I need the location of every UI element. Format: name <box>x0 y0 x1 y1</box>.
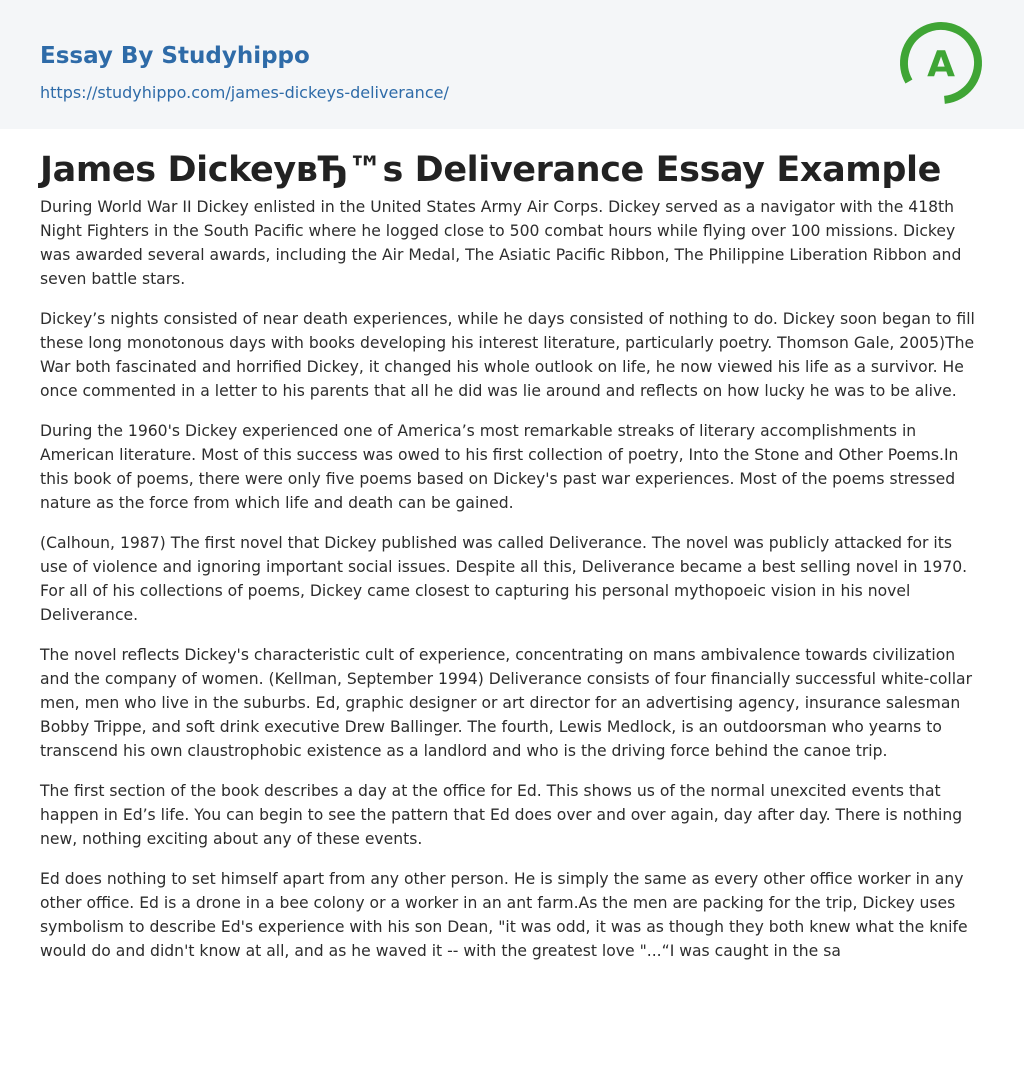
logo-letter: A <box>927 44 955 85</box>
article <box>0 147 1024 963</box>
essay-paragraph: The first section of the book describes a day at the office for Ed. This shows us of the normal unexcited events that happen in Ed’s life. You can begin to see the pattern that Ed does over and over again, day after day. There is nothing new, nothing exciting about any of these events. <box>40 782 963 848</box>
essay-paragraph: The novel reflects Dickey's characteristic cult of experience, concentrating on mans ambivalence towards civilization and the company of women. (Kellman, September 1994) Deliverance consists of four financially successful white-collar men, men who live in the suburbs. Ed, graphic designer or art director for an advertising agency, insurance salesman Bobby Trippe, and soft drink executive Drew Ballinger. The fourth, Lewis Medlock, is an outdoorsman who yearns to transcend his own claustrophobic existence as a landlord and who is the driving force behind the canoe trip. <box>40 646 973 760</box>
essay-paragraph: During the 1960's Dickey experienced one of America’s most remarkable streaks of literary accomplishments in American literature. Most of this success was owed to his first collection of poetry, Into the Stone and Other Poems.In this book of poems, there were only five poems based on Dickey's past war experiences. Most of the poems stressed nature as the force from which life and death can be gained. <box>40 422 959 512</box>
essay-paragraph-truncated: Ed does nothing to set himself apart from any other person. He is simply the same as every other office worker in any other office. Ed is a drone in a bee colony or a worker in an ant farm.As the men are packing for the trip, Dickey uses symbolism to describe Ed's experience with his son Dean, "it was odd, it was as though they both knew what the knife would do and didn't know at all, and as he waved it -- with the greatest love "...“I was caught in the sa <box>40 870 968 960</box>
page-url-link[interactable]: https://studyhippo.com/james-dickeys-deliverance/ <box>40 83 449 102</box>
studyhippo-logo-icon[interactable] <box>898 20 984 106</box>
essay-paragraph: (Calhoun, 1987) The first novel that Dickey published was called Deliverance. The novel was publicly attacked for its use of violence and ignoring important social issues. Despite all this, Deliverance became a best selling novel in 1970. For all of his collections of poems, Dickey came closest to capturing his personal mythopoeic vision in his novel Deliverance. <box>40 534 968 624</box>
essay-paragraph: Dickey’s nights consisted of near death experiences, while he days consisted of nothing to do. Dickey soon began to fill these long monotonous days with books developing his interest literature, particularly poetry. Thomson Gale, 2005)The War both fascinated and horrified Dickey, it changed his whole outlook on life, he now viewed his life as a survivor. He once commented in a letter to his parents that all he did was lie around and reflects on how lucky he was to be alive. <box>40 310 975 400</box>
page-title: James DickeyвЂ™s Deliverance Essay Example <box>40 150 941 190</box>
site-header <box>0 0 1024 129</box>
site-brand[interactable]: Essay By Studyhippo <box>40 43 310 69</box>
essay-paragraph: During World War II Dickey enlisted in the United States Army Air Corps. Dickey served as a navigator with the 418th Night Fighters in the South Pacific where he logged close to 500 combat hours while flying over 100 missions. Dickey was awarded several awards, including the Air Medal, The Asiatic Pacific Ribbon, The Philippine Liberation Ribbon and seven battle stars. <box>40 198 962 288</box>
